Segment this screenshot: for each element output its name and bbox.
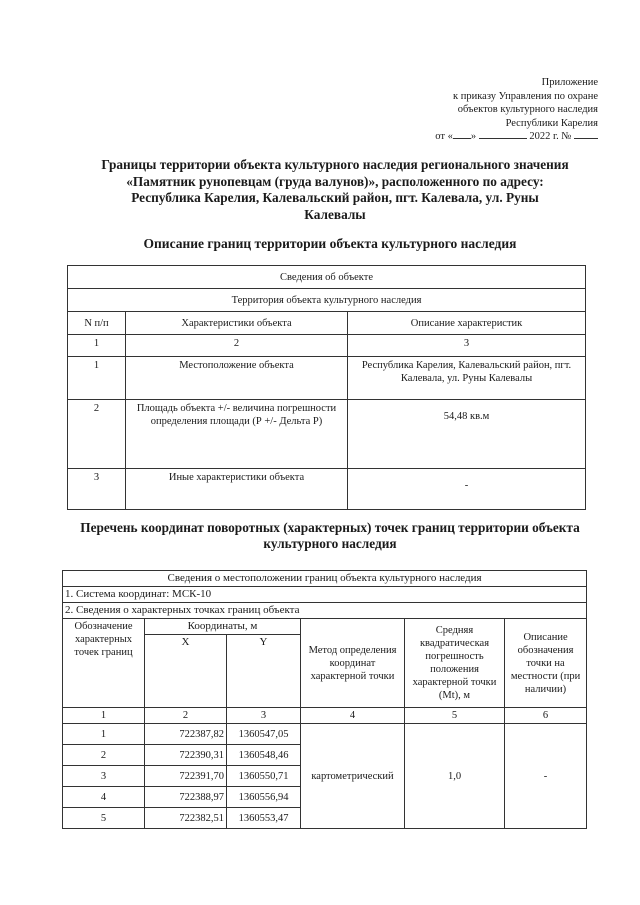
column-header-designation: Обозначение характерных точек границ — [63, 619, 145, 708]
column-header: Описание характеристик — [348, 312, 586, 335]
point-id: 2 — [63, 745, 145, 766]
table-row — [68, 469, 586, 510]
date-year: 2022 г. № — [529, 131, 572, 143]
point-id: 1 — [63, 724, 145, 745]
table-header: Сведения о местоположении границ объекта культурного наследия — [63, 571, 587, 587]
column-number: 6 — [505, 708, 587, 724]
point-y: 1360556,94 — [227, 787, 301, 808]
column-header: Характеристики объекта — [126, 312, 348, 335]
row-description: 54,48 кв.м — [348, 400, 586, 469]
row-number: 2 — [68, 400, 126, 469]
table-header: Территория объекта культурного наследия — [68, 289, 586, 312]
date-prefix: от « — [435, 131, 453, 143]
point-x: 722387,82 — [145, 724, 227, 745]
column-number: 5 — [405, 708, 505, 724]
column-header-accuracy: Средняя квадратическая погрешность положения характерной точки (Mt), м — [405, 619, 505, 708]
point-y: 1360548,46 — [227, 745, 301, 766]
row-number: 1 — [68, 357, 126, 400]
appendix-line: Приложение — [541, 77, 598, 88]
point-x: 722388,97 — [145, 787, 227, 808]
handwritten-month — [479, 138, 527, 139]
column-header-description: Описание обозначения точки на местности (при наличии) — [505, 619, 587, 708]
handwritten-order-number — [574, 138, 598, 139]
column-header-x: X — [145, 635, 227, 708]
point-accuracy: 1,0 — [405, 724, 505, 829]
coordinate-system: 1. Система координат: МСК-10 — [63, 587, 587, 603]
order-date-line — [358, 130, 598, 144]
section-title-coordinates: Перечень координат поворотных (характерных) точек границ территории объекта культурного наследия — [80, 520, 580, 551]
appendix-line: к приказу Управления по охране — [453, 90, 598, 102]
column-header-y: Y — [227, 635, 301, 708]
column-number: 1 — [63, 708, 145, 724]
appendix-block — [358, 76, 598, 144]
row-description: Республика Карелия, Калевальский район, пгт. Калевала, ул. Руны Калевалы — [348, 357, 586, 400]
point-y: 1360550,71 — [227, 766, 301, 787]
column-number: 2 — [126, 335, 348, 357]
column-number: 3 — [348, 335, 586, 357]
handwritten-day — [453, 138, 471, 139]
point-method: картометрический — [301, 724, 405, 829]
table-row — [68, 357, 586, 400]
appendix-line: Республики Карелия — [505, 117, 598, 129]
column-number: 3 — [227, 708, 301, 724]
table-row — [63, 724, 587, 745]
row-characteristic: Площадь объекта +/- величина погрешности определения площади (Р +/- Дельта Р) — [126, 400, 348, 469]
point-y: 1360553,47 — [227, 808, 301, 829]
point-x: 722390,31 — [145, 745, 227, 766]
document-title: Границы территории объекта культурного наследия регионального значения «Памятник рунопевцам (груда валунов)», расположенного по адресу: Республика Карелия, Калевальский район, пгт. Калевала, ул. Руны Калевалы — [101, 157, 569, 222]
object-info-table — [67, 265, 586, 510]
row-characteristic: Иные характеристики объекта — [126, 469, 348, 510]
column-number: 4 — [301, 708, 405, 724]
column-header-method: Метод определения координат характерной точки — [301, 619, 405, 708]
point-id: 5 — [63, 808, 145, 829]
point-x: 722382,51 — [145, 808, 227, 829]
table-header: Сведения об объекте — [68, 266, 586, 289]
section-title-boundaries: Описание границ территории объекта культурного наследия — [143, 236, 517, 251]
points-header: 2. Сведения о характерных точках границ объекта — [63, 603, 587, 619]
point-y: 1360547,05 — [227, 724, 301, 745]
coordinates-table — [62, 570, 587, 829]
point-id: 4 — [63, 787, 145, 808]
point-id: 3 — [63, 766, 145, 787]
table-row — [68, 400, 586, 469]
point-description: - — [505, 724, 587, 829]
date-mid: » — [470, 131, 477, 143]
row-number: 3 — [68, 469, 126, 510]
point-x: 722391,70 — [145, 766, 227, 787]
row-description: - — [348, 469, 586, 510]
column-number: 2 — [145, 708, 227, 724]
row-characteristic: Местоположение объекта — [126, 357, 348, 400]
column-header-coordinates: Координаты, м — [145, 619, 301, 635]
appendix-line: объектов культурного наследия — [457, 104, 598, 116]
column-header: N п/п — [68, 312, 126, 335]
column-number: 1 — [68, 335, 126, 357]
